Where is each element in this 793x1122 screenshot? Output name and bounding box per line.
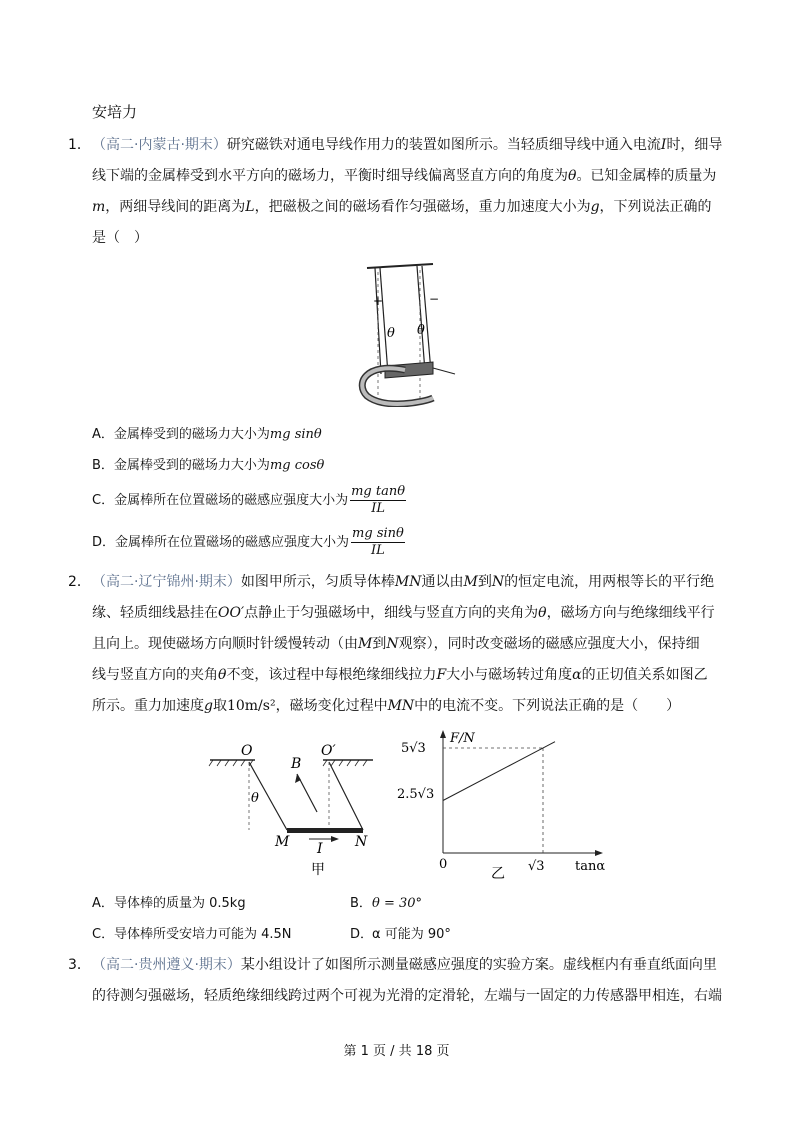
option-b[interactable]: B．金属棒受到的磁场力大小为mg cosθ bbox=[92, 458, 325, 473]
x-axis-label: tanα bbox=[575, 859, 606, 874]
figure-yi-chart bbox=[395, 728, 610, 883]
page-footer: 第 1 页 / 共 18 页 bbox=[343, 1044, 450, 1059]
option-b[interactable]: B． bbox=[350, 896, 372, 911]
series-line bbox=[443, 742, 555, 801]
y-tick-label: 5√3 bbox=[401, 741, 426, 756]
right-thread bbox=[329, 762, 363, 830]
fraction: $\frac{\text{mg tanθ}}{IL}$ bbox=[351, 484, 406, 516]
point-n-label: N bbox=[355, 834, 368, 850]
question-text: 是（ ） bbox=[92, 230, 148, 246]
point-o-label: O bbox=[241, 743, 253, 759]
question-number: 2． bbox=[68, 574, 91, 590]
x-tick-label: √3 bbox=[528, 859, 545, 874]
question-text: 缘、轻质细线悬挂在OO′点静止于匀强磁场中，细线与竖直方向的夹角为θ，磁场方向与绝缘细线平行 bbox=[92, 605, 715, 621]
conductor-rod bbox=[287, 828, 363, 833]
y-tick-label: 2.5√3 bbox=[397, 787, 435, 802]
question-text: （高二·贵州遵义·期末）某小组设计了如图所示测量磁感应强度的实验方案。虚线框内有垂直纸面向里 bbox=[92, 957, 717, 973]
question-text: （高二·辽宁锦州·期末）如图甲所示，匀质导体棒MN通以由M到N的恒定电流，用两根等长的平行绝 bbox=[92, 574, 715, 590]
option-c[interactable]: C．金属棒所在位置磁场的磁感应强度大小为 $\frac{\text{mg tanθ}}{IL}$ bbox=[92, 484, 406, 516]
point-o-prime-label: O′ bbox=[321, 743, 336, 759]
figure-caption: 甲 bbox=[311, 862, 325, 878]
question-source: （高二·内蒙古·期末） bbox=[92, 137, 227, 153]
origin-label: 0 bbox=[439, 857, 448, 872]
question-text: 线与竖直方向的夹角θ不变，该过程中每根绝缘细线拉力F大小与磁场转过角度α的正切值关系如图乙 bbox=[92, 667, 708, 683]
section-title: 安培力 bbox=[92, 103, 138, 121]
figure-jia bbox=[205, 740, 380, 880]
point-m-label: M bbox=[275, 834, 290, 850]
option-b-text: θ = 30° bbox=[372, 896, 423, 911]
theta-label: θ bbox=[387, 326, 395, 341]
question-source: （高二·贵州遵义·期末） bbox=[92, 957, 241, 973]
option-d[interactable]: D． bbox=[350, 927, 374, 942]
option-c[interactable]: C． bbox=[92, 927, 115, 942]
option-d[interactable]: D．金属棒所在位置磁场的磁感应强度大小为 $\frac{\text{mg sinθ}}{IL}$ bbox=[92, 526, 404, 558]
question-text: 的待测匀强磁场，轻质绝缘细线跨过两个可视为光滑的定滑轮，左端与一固定的力传感器甲相连，右端 bbox=[92, 988, 722, 1004]
figure-caption: 乙 bbox=[491, 866, 505, 882]
y-axis-label: F/N bbox=[450, 731, 475, 746]
question-source: （高二·辽宁锦州·期末） bbox=[92, 574, 241, 590]
question-text: 所示。重力加速度g取10m/s²，磁场变化过程中MN中的电流不变。下列说法正确的是（ ） bbox=[92, 698, 681, 714]
magnet-apparatus-figure bbox=[345, 262, 465, 407]
question-text: （高二·内蒙古·期末）研究磁铁对通电导线作用力的装置如图所示。当轻质细导线中通入电流I时，细导 bbox=[92, 137, 723, 153]
option-d-text: α 可能为 90° bbox=[372, 927, 451, 942]
question-number: 1． bbox=[68, 137, 91, 153]
theta-label: θ bbox=[417, 323, 425, 338]
minus-sign: − bbox=[429, 292, 440, 306]
option-a[interactable]: A．金属棒受到的磁场力大小为mg sinθ bbox=[92, 427, 322, 442]
field-b-label: B bbox=[291, 756, 302, 772]
question-number: 3． bbox=[68, 957, 91, 973]
theta-label: θ bbox=[251, 791, 259, 806]
question-text: 线下端的金属棒受到水平方向的磁场力，平衡时细导线偏离竖直方向的角度为θ。已知金属棒的质量为 bbox=[92, 168, 717, 184]
option-c-text: 导体棒所受安培力可能为 4.5N bbox=[114, 927, 292, 942]
question-text: m，两细导线间的距离为L，把磁极之间的磁场看作匀强磁场，重力加速度大小为g，下列说法正确的 bbox=[92, 199, 712, 215]
option-a-text: 导体棒的质量为 0.5kg bbox=[114, 896, 246, 911]
fraction: $\frac{\text{mg sinθ}}{IL}$ bbox=[352, 526, 404, 558]
question-text: 且向上。现使磁场方向顺时针缓慢转动（由M到N观察），同时改变磁场的磁感应强度大小，保持细 bbox=[92, 636, 700, 652]
option-a[interactable]: A． bbox=[92, 896, 114, 911]
plus-sign: + bbox=[373, 294, 384, 308]
current-i-label: I bbox=[317, 841, 323, 857]
